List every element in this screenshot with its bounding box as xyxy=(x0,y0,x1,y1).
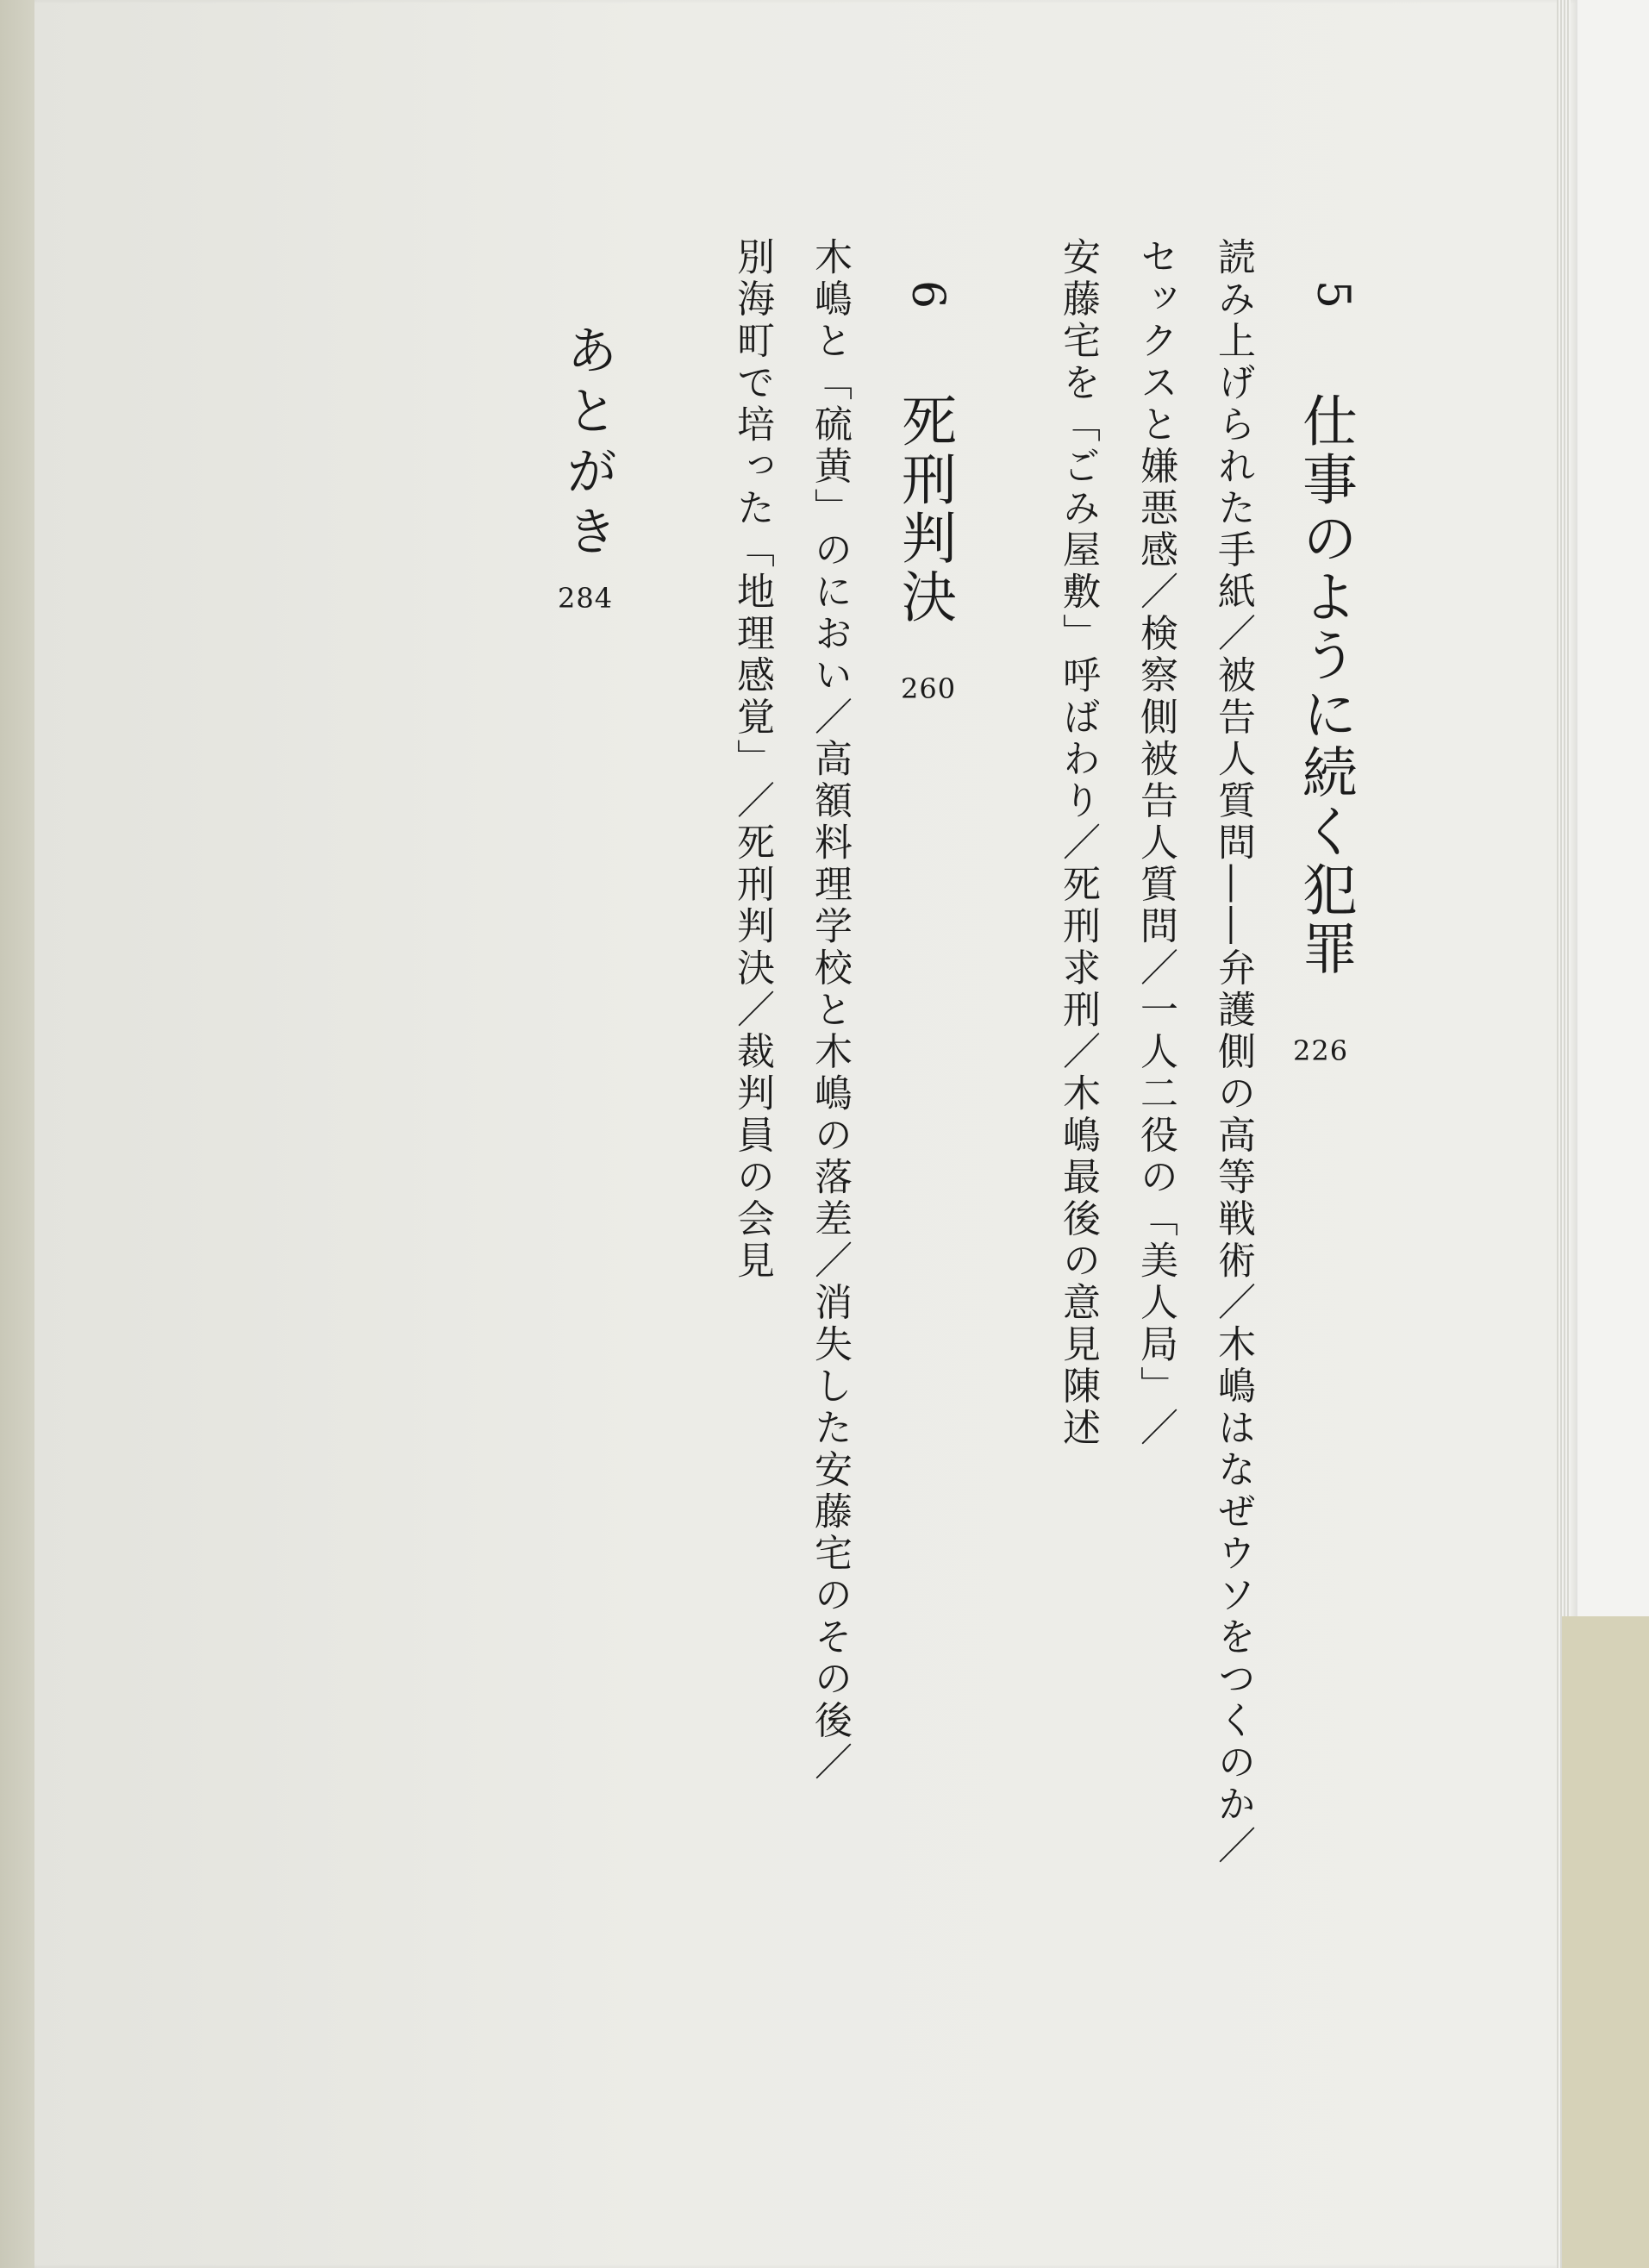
chapter-6-title: 死刑判決 xyxy=(892,392,956,627)
background-card xyxy=(1562,1616,1649,2268)
chapter-5-line-2: セックスと嫌悪感／検察側被告人質問／一人二役の「美人局」／ xyxy=(1134,237,1177,1450)
chapter-6-page: 260 xyxy=(901,672,957,705)
chapter-5-line-1: 読み上げられた手紙／被告人質問――弁護側の高等戦術／木嶋はなぜウソをつくのか／ xyxy=(1211,237,1255,1868)
book-page xyxy=(34,0,1577,2268)
chapter-6-line-2: 別海町で培った「地理感覚」／死刑判決／裁判員の会見 xyxy=(730,237,774,1283)
chapter-5-number: 5 xyxy=(1307,280,1359,309)
chapter-5-title: 仕事のように続く犯罪 xyxy=(1293,392,1357,978)
chapter-5-line-3: 安藤宅を「ごみ屋敷」呼ばわり／死刑求刑／木嶋最後の意見陳述 xyxy=(1056,237,1100,1450)
afterword-page: 284 xyxy=(558,582,614,615)
chapter-6-number: 6 xyxy=(902,280,953,309)
chapter-5-page: 226 xyxy=(1293,1034,1349,1067)
afterword-title: あとがき xyxy=(558,323,618,565)
chapter-6-line-1: 木嶋と「硫黄」のにおい／高額料理学校と木嶋の落差／消失した安藤宅のその後／ xyxy=(808,237,852,1784)
